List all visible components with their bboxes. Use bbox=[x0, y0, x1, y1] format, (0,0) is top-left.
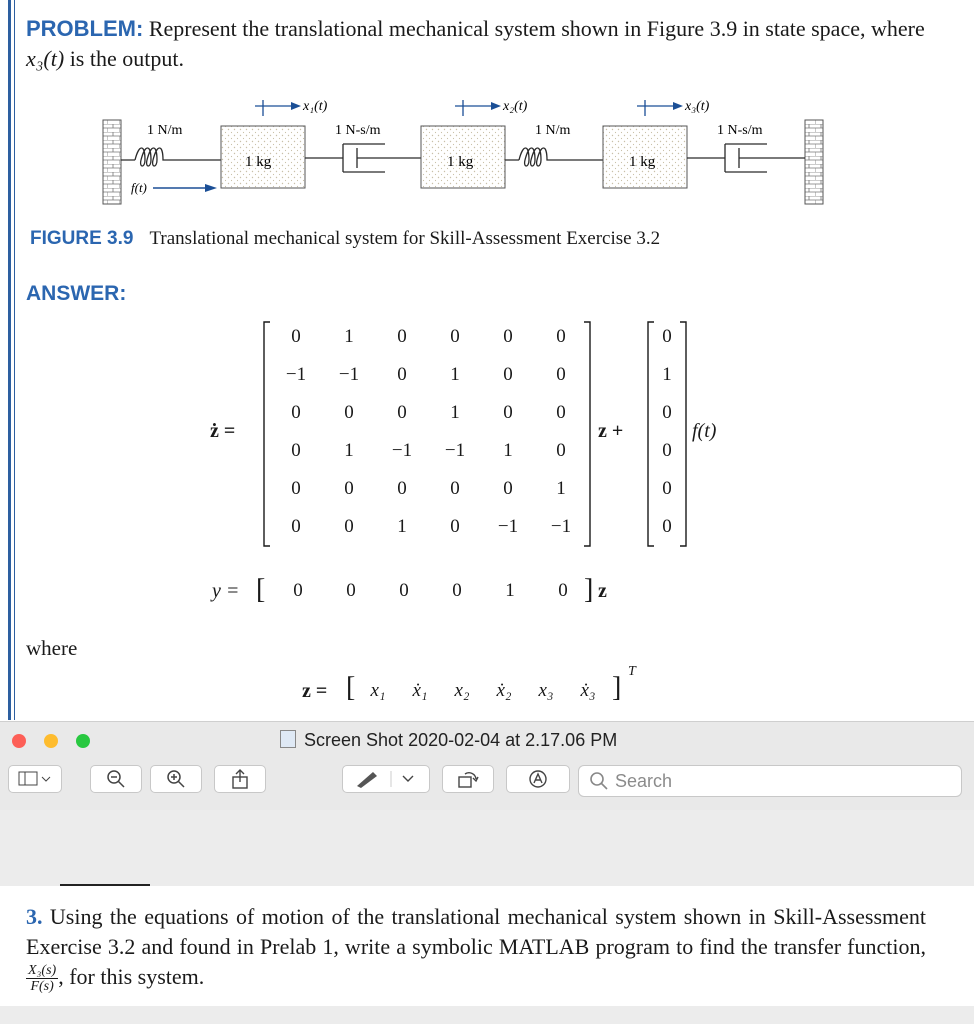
a-matrix-cell: 0 bbox=[503, 402, 513, 423]
a-matrix-cell: −1 bbox=[338, 364, 360, 385]
annotate-button[interactable] bbox=[506, 765, 570, 793]
figure-caption bbox=[30, 228, 660, 250]
share-icon bbox=[231, 769, 249, 789]
question-3: 3. Using the equations of motion of the translational mechanical system shown in Skill-Assessment Exercise 3.2 and found in Prelab 1, write a symbolic MATLAB program to find the transfer function, $\frac{\text{X₃(s)}}{F(s)}$ , for this system. bbox=[26, 904, 926, 995]
right-wall bbox=[805, 120, 823, 204]
z-vector-entry: ẋ₃ bbox=[580, 680, 596, 701]
a-matrix-cell: 0 bbox=[397, 402, 407, 423]
z-vector-entry: ẋ₂ bbox=[496, 680, 512, 701]
search-placeholder: Search bbox=[615, 770, 673, 791]
search-field[interactable] bbox=[578, 765, 962, 797]
window-title: Screen Shot 2020-02-04 at 2.17.06 PM bbox=[280, 730, 617, 751]
a-matrix-cell: −1 bbox=[285, 364, 307, 385]
a-matrix-cell: 1 bbox=[344, 326, 354, 347]
a-matrix-cell: 0 bbox=[556, 326, 566, 347]
damper-1 bbox=[305, 144, 421, 172]
x2-label: x₂(t) bbox=[503, 99, 528, 114]
left-margin-rule bbox=[8, 0, 11, 720]
output-variable: x₃(t) bbox=[26, 46, 65, 71]
search-icon bbox=[589, 771, 609, 791]
c-vector bbox=[276, 580, 596, 606]
z-vector-entry: x₃ bbox=[538, 680, 554, 701]
a-matrix-cell: 1 bbox=[503, 440, 513, 461]
spring-1 bbox=[121, 148, 221, 166]
z-vector-entry: x₁ bbox=[370, 680, 386, 701]
c-vector-cell: 0 bbox=[346, 580, 356, 601]
rotate-button[interactable] bbox=[442, 765, 494, 793]
a-matrix-cell: 0 bbox=[556, 440, 566, 461]
problem-statement: PROBLEM: Represent the translational mechanical system shown in Figure 3.9 in state space, where x₃(t) is the output. bbox=[26, 16, 925, 71]
preview-window-toolbar bbox=[0, 721, 974, 811]
a-matrix-cell: 1 bbox=[450, 364, 460, 385]
bottom-band bbox=[0, 1006, 974, 1024]
rotate-icon bbox=[457, 769, 479, 789]
mechanical-system-figure bbox=[95, 92, 835, 212]
a-matrix-cell: 0 bbox=[397, 364, 407, 385]
z-vector-entry: ẋ₁ bbox=[412, 680, 428, 701]
left-wall bbox=[103, 120, 121, 204]
force-arrowhead bbox=[205, 184, 217, 192]
a-matrix-cell: 0 bbox=[503, 364, 513, 385]
a-matrix-cell: 0 bbox=[556, 402, 566, 423]
a-matrix-cell: 0 bbox=[450, 326, 460, 347]
mass-3-label: 1 kg bbox=[629, 154, 656, 170]
document-icon bbox=[280, 730, 296, 748]
figure-number: FIGURE 3.9 bbox=[30, 228, 134, 249]
z-def-label: z = bbox=[302, 680, 328, 702]
c-vector-cell: 0 bbox=[558, 580, 568, 601]
b-vector-cell: 0 bbox=[662, 402, 672, 423]
tf-numerator: X₃(s) bbox=[28, 963, 57, 979]
a-matrix-cell: −1 bbox=[391, 440, 413, 461]
a-matrix-cell: 1 bbox=[450, 402, 460, 423]
a-matrix-cell: 1 bbox=[556, 478, 566, 499]
window-content-gap bbox=[0, 810, 974, 886]
minimize-button[interactable] bbox=[44, 734, 58, 748]
a-matrix-cell: 0 bbox=[503, 478, 513, 499]
where-label: where bbox=[26, 636, 78, 660]
zdot-label: ż = bbox=[210, 420, 236, 442]
a-matrix-cell: 0 bbox=[344, 478, 354, 499]
spring-2 bbox=[505, 148, 603, 166]
a-matrix-cell: 0 bbox=[450, 516, 460, 537]
zoom-out-icon bbox=[106, 769, 126, 789]
zoom-in-icon bbox=[166, 769, 186, 789]
share-button[interactable] bbox=[214, 765, 266, 793]
a-matrix-cell: 0 bbox=[291, 440, 301, 461]
a-matrix-cell: −1 bbox=[550, 516, 572, 537]
transfer-function-fraction bbox=[26, 963, 58, 994]
a-matrix-cell: 0 bbox=[291, 478, 301, 499]
y-label: y = bbox=[212, 580, 240, 602]
x3-label: x₃(t) bbox=[685, 99, 710, 114]
a-matrix-cell: 0 bbox=[291, 326, 301, 347]
force-label: f(t) bbox=[131, 180, 147, 195]
damper-2-label: 1 N-s/m bbox=[717, 123, 763, 138]
b-vector-cell: 0 bbox=[662, 478, 672, 499]
a-matrix-cell: 0 bbox=[397, 478, 407, 499]
b-vector-cell: 0 bbox=[662, 516, 672, 537]
damper-1-label: 1 N-s/m bbox=[335, 123, 381, 138]
a-matrix-cell: 0 bbox=[291, 516, 301, 537]
a-matrix bbox=[262, 318, 592, 550]
b-vector bbox=[646, 318, 688, 550]
problem-label: PROBLEM: bbox=[26, 16, 144, 41]
z-vector-entry: x₂ bbox=[454, 680, 470, 701]
sidebar-toggle-button[interactable] bbox=[8, 765, 62, 793]
b-vector-cell: 1 bbox=[662, 364, 672, 385]
spring-1-label: 1 N/m bbox=[147, 123, 183, 138]
a-matrix-cell: 1 bbox=[344, 440, 354, 461]
z-suffix: z bbox=[598, 580, 607, 602]
mass-1-label: 1 kg bbox=[245, 154, 272, 170]
a-matrix-cell: 1 bbox=[397, 516, 407, 537]
z-left-bracket: [ bbox=[346, 672, 356, 703]
damper-2 bbox=[687, 144, 805, 172]
markup-button[interactable] bbox=[342, 765, 430, 793]
zoom-button[interactable] bbox=[76, 734, 90, 748]
z-right-bracket: ] bbox=[612, 672, 622, 703]
x1-label: x₁(t) bbox=[303, 99, 328, 114]
cropped-heading-fragment bbox=[60, 884, 150, 886]
transpose-superscript: T bbox=[628, 664, 636, 679]
pen-icon bbox=[351, 770, 421, 788]
c-vector-cell: 1 bbox=[505, 580, 515, 601]
annotate-icon bbox=[528, 769, 548, 789]
mass-2-label: 1 kg bbox=[447, 154, 474, 170]
c-right-bracket: ] bbox=[584, 574, 594, 605]
b-vector-cell: 0 bbox=[662, 326, 672, 347]
z-vector bbox=[358, 680, 618, 706]
c-vector-cell: 0 bbox=[452, 580, 462, 601]
a-matrix-cell: −1 bbox=[497, 516, 519, 537]
a-matrix-cell: 0 bbox=[450, 478, 460, 499]
a-matrix-cell: 0 bbox=[344, 516, 354, 537]
tf-denominator: F(s) bbox=[30, 979, 54, 995]
left-margin-rule-thin bbox=[14, 0, 15, 720]
close-button[interactable] bbox=[12, 734, 26, 748]
a-matrix-cell: −1 bbox=[444, 440, 466, 461]
b-vector-cell: 0 bbox=[662, 440, 672, 461]
sidebar-icon bbox=[18, 771, 52, 787]
answer-label: ANSWER: bbox=[26, 282, 127, 305]
a-matrix-cell: 0 bbox=[397, 326, 407, 347]
f-of-t: f(t) bbox=[692, 420, 717, 442]
zoom-in-button[interactable] bbox=[150, 765, 202, 793]
a-matrix-cell: 0 bbox=[344, 402, 354, 423]
a-matrix-cell: 0 bbox=[556, 364, 566, 385]
c-vector-cell: 0 bbox=[399, 580, 409, 601]
spring-2-label: 1 N/m bbox=[535, 123, 571, 138]
c-left-bracket: [ bbox=[256, 574, 266, 605]
zoom-out-button[interactable] bbox=[90, 765, 142, 793]
a-matrix-cell: 0 bbox=[503, 326, 513, 347]
figure-caption-text: Translational mechanical system for Skill-Assessment Exercise 3.2 bbox=[149, 228, 661, 249]
z-plus: z + bbox=[598, 420, 624, 442]
a-matrix-cell: 0 bbox=[291, 402, 301, 423]
question-number: 3. bbox=[26, 904, 43, 929]
c-vector-cell: 0 bbox=[293, 580, 303, 601]
